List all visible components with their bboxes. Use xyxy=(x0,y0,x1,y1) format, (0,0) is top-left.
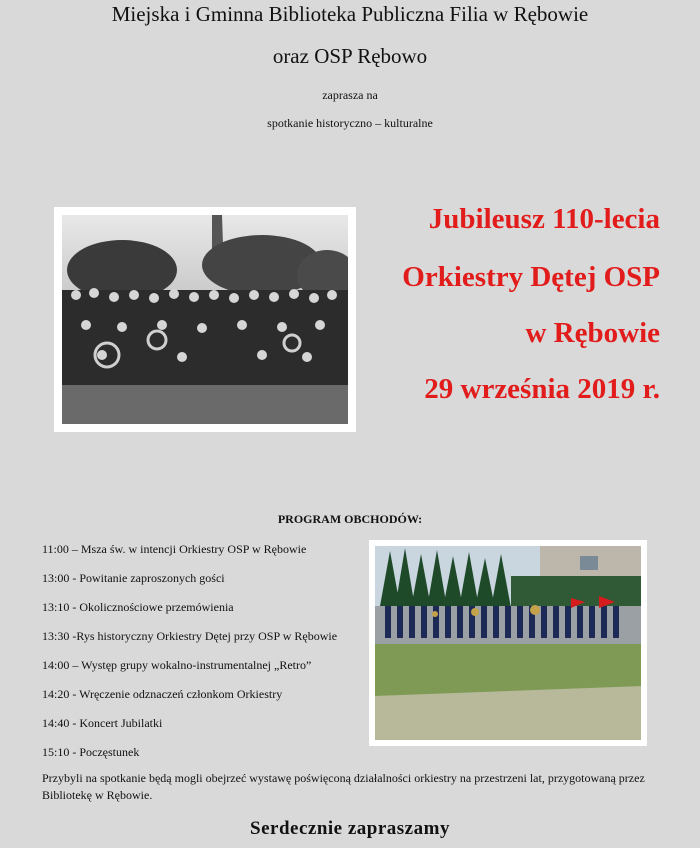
event-type: spotkanie historyczno – kulturalne xyxy=(267,116,433,130)
jubilee-title: Jubileusz 110-lecia xyxy=(428,203,660,235)
location: w Rębowie xyxy=(525,317,660,349)
program-item: 14:20 - Wręczenie odznaczeń członkom Orkiestry xyxy=(42,687,283,701)
program-item: 14:40 - Koncert Jubilatki xyxy=(42,716,163,730)
program-item: 14:00 – Występ grupy wokalno-instrumentalnej „Retro” xyxy=(42,658,312,672)
exhibition-note: Przybyli na spotkanie będą mogli obejrzeć wystawę poświęconą działalności orkiestry na przestrzeni lat, przygotowaną przez Bibliotekę w Rębowie. xyxy=(42,771,645,802)
program-list xyxy=(42,540,382,772)
orchestra-parade-photo xyxy=(369,540,647,746)
orchestra-name: Orkiestry Dętej OSP xyxy=(402,261,660,293)
program-item: 13:30 -Rys historyczny Orkiestry Dętej przy OSP w Rębowie xyxy=(42,629,338,643)
parade-photo-image xyxy=(375,546,641,740)
historic-photo-image xyxy=(62,215,348,424)
organizer-osp: oraz OSP Rębowo xyxy=(272,44,428,68)
program-item: 13:00 - Powitanie zaproszonych gości xyxy=(42,571,225,585)
historic-orchestra-photo xyxy=(54,207,356,432)
program-item: 15:10 - Poczęstunek xyxy=(42,745,140,759)
event-date: 29 września 2019 r. xyxy=(424,373,660,405)
invites-text: zaprasza na xyxy=(322,88,378,102)
closing-invitation: Serdecznie zapraszamy xyxy=(250,818,450,839)
program-item: 11:00 – Msza św. w intencji Orkiestry OSP w Rębowie xyxy=(42,542,307,556)
organizer-library: Miejska i Gminna Biblioteka Publiczna Filia w Rębowie xyxy=(111,2,589,26)
program-title: PROGRAM OBCHODÓW: xyxy=(277,512,423,526)
program-item: 13:10 - Okolicznościowe przemówienia xyxy=(42,600,234,614)
